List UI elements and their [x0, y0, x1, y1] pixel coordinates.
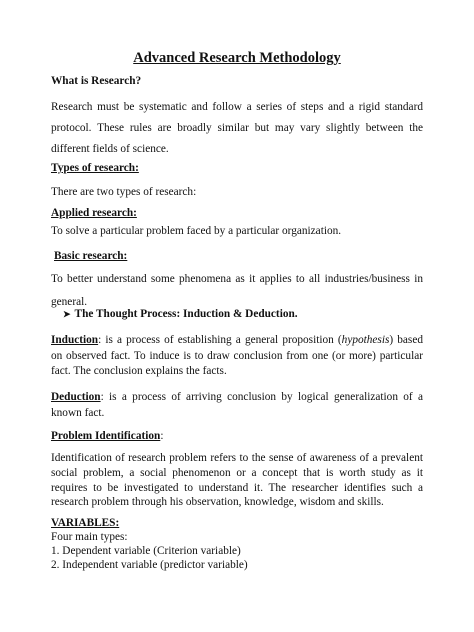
- problem-identification-heading: [51, 430, 423, 442]
- what-is-research-heading: What is Research?: [51, 75, 142, 87]
- applied-research-text: To solve a particular problem faced by a particular organization.: [51, 225, 342, 237]
- variables-heading: VARIABLES:: [51, 517, 120, 529]
- page-title: Advanced Research Methodology: [133, 50, 341, 66]
- thought-process-heading-text: The Thought Process: Induction & Deduction.: [74, 308, 298, 320]
- applied-research-heading: Applied research:: [51, 207, 137, 219]
- variables-item-1: 1. Dependent variable (Criterion variable): [51, 545, 241, 557]
- types-intro-text: There are two types of research:: [51, 186, 197, 198]
- problem-identification-text: Identification of research problem refers to the sense of awareness of a prevalent social problem, a social phenomenon or a concept that is worth study as it requires to be investigated to understand it. The researcher identifies such a research problem through his observation, knowledge, wisdom and skills.: [51, 452, 423, 509]
- problem-identification-term: Problem Identification: [51, 430, 161, 442]
- induction-text-pre: : is a process of establishing a general proposition (: [98, 334, 342, 346]
- deduction-term: Deduction: [51, 391, 101, 403]
- what-is-research-text: Research must be systematic and follow a series of steps and a rigid standard protocol. These rules are broadly similar but may vary slightly between the different fields of science.: [51, 101, 423, 155]
- arrow-bullet-icon: ➤: [63, 309, 71, 319]
- variables-intro: Four main types:: [51, 531, 128, 543]
- induction-term: Induction: [51, 334, 99, 346]
- deduction-paragraph: [51, 390, 423, 421]
- induction-text-post: ) based on observed fact. To induce is to draw conclusion from one (or more) particular fact. The conclusion explains the facts.: [51, 334, 423, 377]
- basic-research-text: To better understand some phenomena as it applies to all industries/business in general.: [51, 273, 423, 308]
- problem-identification-colon: :: [160, 430, 164, 442]
- induction-hypothesis: hypothesis: [341, 334, 390, 346]
- induction-paragraph: [51, 333, 423, 380]
- thought-process-heading: [63, 308, 298, 320]
- variables-item-2: 2. Independent variable (predictor variable): [51, 559, 248, 571]
- deduction-text: : is a process of arriving conclusion by logical generalization of a known fact.: [51, 391, 423, 419]
- basic-research-heading: Basic research:: [54, 250, 128, 262]
- types-of-research-heading: Types of research:: [51, 162, 139, 174]
